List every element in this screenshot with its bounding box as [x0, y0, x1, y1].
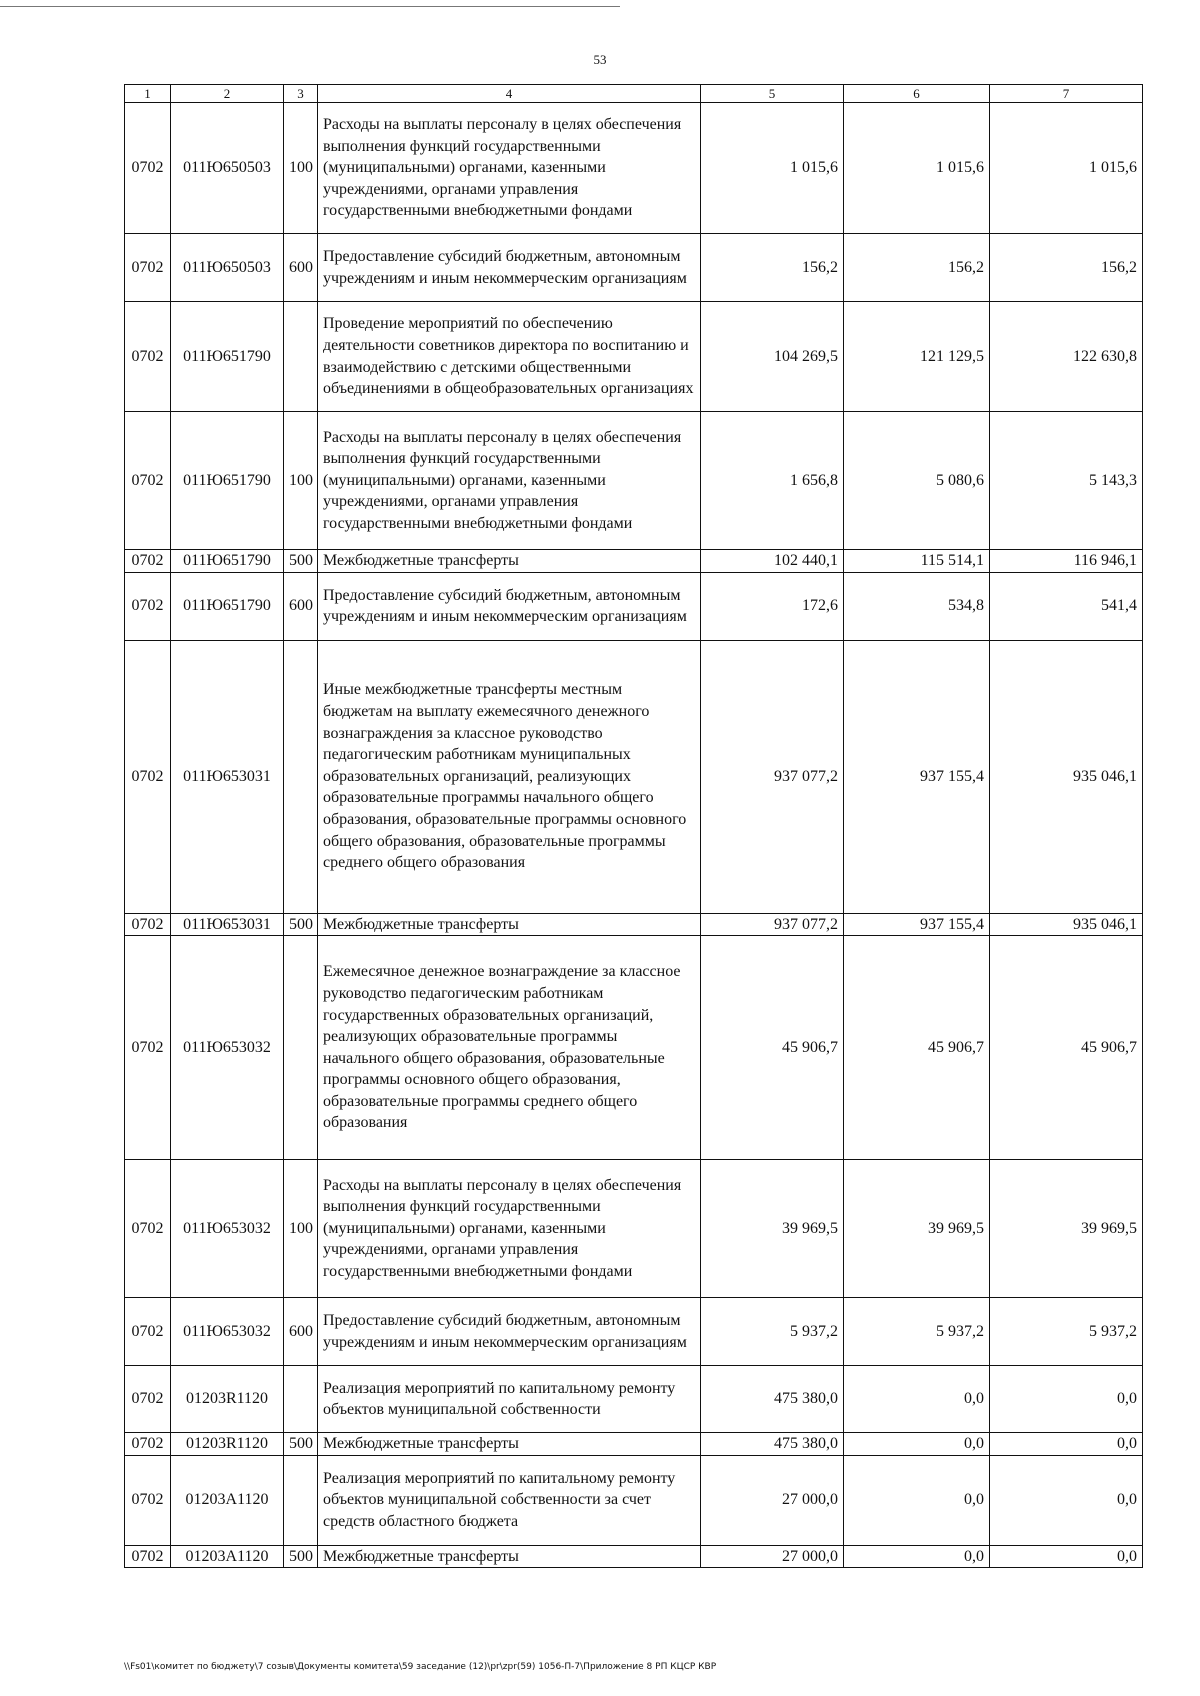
amount-year-2: 156,2 — [844, 234, 990, 302]
target-article-code: 011Ю653031 — [171, 640, 284, 913]
target-article-code: 011Ю651790 — [171, 550, 284, 573]
amount-year-2: 45 906,7 — [844, 936, 990, 1160]
target-article-code: 011Ю653031 — [171, 913, 284, 936]
amount-year-1: 45 906,7 — [701, 936, 844, 1160]
expense-type-code — [284, 302, 318, 412]
expense-type-code: 500 — [284, 1433, 318, 1456]
expense-name: Межбюджетные трансферты — [318, 1545, 701, 1568]
target-article-code: 011Ю653032 — [171, 936, 284, 1160]
target-article-code: 01203A1120 — [171, 1455, 284, 1545]
amount-year-3: 5 143,3 — [990, 412, 1143, 550]
section-code: 0702 — [125, 1455, 171, 1545]
section-code: 0702 — [125, 412, 171, 550]
table-row — [125, 302, 1143, 412]
amount-year-2: 5 080,6 — [844, 412, 990, 550]
col-header-2: 2 — [171, 85, 284, 103]
amount-year-2: 0,0 — [844, 1433, 990, 1456]
section-code: 0702 — [125, 640, 171, 913]
amount-year-1: 475 380,0 — [701, 1366, 844, 1433]
amount-year-2: 1 015,6 — [844, 103, 990, 234]
expense-type-code: 600 — [284, 1298, 318, 1366]
expense-name: Межбюджетные трансферты — [318, 913, 701, 936]
amount-year-2: 5 937,2 — [844, 1298, 990, 1366]
amount-year-1: 937 077,2 — [701, 640, 844, 913]
expense-name: Ежемесячное денежное вознаграждение за классное руководство педагогическим работникам государственных образовательных организаций, реализующих образовательные программы начального общего образования, образовательные программы основного общего образования, образовательные программы среднего общего образования — [318, 936, 701, 1160]
table-row — [125, 412, 1143, 550]
table-row — [125, 936, 1143, 1160]
col-header-1: 1 — [125, 85, 171, 103]
col-header-6: 6 — [844, 85, 990, 103]
section-code: 0702 — [125, 913, 171, 936]
amount-year-3: 541,4 — [990, 572, 1143, 640]
table-row — [125, 1455, 1143, 1545]
table-row — [125, 550, 1143, 573]
header-row — [125, 85, 1143, 103]
target-article-code: 01203A1120 — [171, 1545, 284, 1568]
expense-type-code — [284, 1366, 318, 1433]
target-article-code: 01203R1120 — [171, 1366, 284, 1433]
amount-year-2: 0,0 — [844, 1545, 990, 1568]
amount-year-3: 39 969,5 — [990, 1160, 1143, 1298]
expense-type-code: 500 — [284, 913, 318, 936]
target-article-code: 011Ю650503 — [171, 103, 284, 234]
amount-year-3: 1 015,6 — [990, 103, 1143, 234]
amount-year-2: 115 514,1 — [844, 550, 990, 573]
expense-name: Проведение мероприятий по обеспечению деятельности советников директора по воспитанию и взаимодействию с детскими общественными объединениями в общеобразовательных организациях — [318, 302, 701, 412]
amount-year-3: 116 946,1 — [990, 550, 1143, 573]
amount-year-3: 45 906,7 — [990, 936, 1143, 1160]
table-row — [125, 572, 1143, 640]
expense-name: Реализация мероприятий по капитальному ремонту объектов муниципальной собственности — [318, 1366, 701, 1433]
target-article-code: 011Ю651790 — [171, 572, 284, 640]
expense-name: Расходы на выплаты персоналу в целях обеспечения выполнения функций государственными (муниципальными) органами, казенными учреждениями, органами управления государственными внебюджетными фондами — [318, 1160, 701, 1298]
target-article-code: 011Ю650503 — [171, 234, 284, 302]
expense-type-code: 500 — [284, 1545, 318, 1568]
section-code: 0702 — [125, 1433, 171, 1456]
amount-year-3: 0,0 — [990, 1545, 1143, 1568]
expense-type-code: 600 — [284, 234, 318, 302]
expense-type-code: 600 — [284, 572, 318, 640]
amount-year-3: 935 046,1 — [990, 640, 1143, 913]
col-header-4: 4 — [318, 85, 701, 103]
expense-type-code — [284, 936, 318, 1160]
amount-year-3: 935 046,1 — [990, 913, 1143, 936]
target-article-code: 011Ю651790 — [171, 412, 284, 550]
expense-name: Предоставление субсидий бюджетным, автономным учреждениям и иным некоммерческим организациям — [318, 572, 701, 640]
table-row — [125, 234, 1143, 302]
col-header-7: 7 — [990, 85, 1143, 103]
table-row — [125, 1298, 1143, 1366]
amount-year-1: 156,2 — [701, 234, 844, 302]
amount-year-1: 5 937,2 — [701, 1298, 844, 1366]
amount-year-1: 39 969,5 — [701, 1160, 844, 1298]
expense-type-code: 100 — [284, 103, 318, 234]
table-row — [125, 1160, 1143, 1298]
amount-year-2: 534,8 — [844, 572, 990, 640]
expense-name: Предоставление субсидий бюджетным, автономным учреждениям и иным некоммерческим организациям — [318, 1298, 701, 1366]
expense-name: Предоставление субсидий бюджетным, автономным учреждениям и иным некоммерческим организациям — [318, 234, 701, 302]
target-article-code: 011Ю651790 — [171, 302, 284, 412]
amount-year-1: 27 000,0 — [701, 1455, 844, 1545]
target-article-code: 011Ю653032 — [171, 1160, 284, 1298]
page-number: 53 — [593, 52, 607, 67]
table-row — [125, 913, 1143, 936]
amount-year-2: 937 155,4 — [844, 640, 990, 913]
expense-name: Расходы на выплаты персоналу в целях обеспечения выполнения функций государственными (муниципальными) органами, казенными учреждениями, органами управления государственными внебюджетными фондами — [318, 103, 701, 234]
section-code: 0702 — [125, 103, 171, 234]
expense-type-code — [284, 640, 318, 913]
amount-year-3: 0,0 — [990, 1433, 1143, 1456]
col-header-5: 5 — [701, 85, 844, 103]
section-code: 0702 — [125, 572, 171, 640]
amount-year-2: 0,0 — [844, 1366, 990, 1433]
amount-year-3: 122 630,8 — [990, 302, 1143, 412]
amount-year-1: 27 000,0 — [701, 1545, 844, 1568]
expense-type-code — [284, 1455, 318, 1545]
section-code: 0702 — [125, 1160, 171, 1298]
target-article-code: 011Ю653032 — [171, 1298, 284, 1366]
expense-name: Иные межбюджетные трансферты местным бюджетам на выплату ежемесячного денежного вознаграждения за классное руководство педагогическим работникам муниципальных образовательных организаций, реализующих образовательные программы начального общего образования, образовательные программы основного общего образования, образовательные программы среднего общего образования — [318, 640, 701, 913]
amount-year-1: 172,6 — [701, 572, 844, 640]
table-row — [125, 1433, 1143, 1456]
table-row — [125, 1545, 1143, 1568]
amount-year-3: 0,0 — [990, 1366, 1143, 1433]
file-path-footer: \\Fs01\комитет по бюджету\7 созыв\Документы комитета\59 заседание (12)\pr\zpr(59) 1056-П-7\Приложение 8 РП КЦСР КВР — [124, 1662, 717, 1672]
table-row — [125, 1366, 1143, 1433]
expense-type-code: 500 — [284, 550, 318, 573]
section-code: 0702 — [125, 936, 171, 1160]
amount-year-2: 39 969,5 — [844, 1160, 990, 1298]
col-header-3: 3 — [284, 85, 318, 103]
section-code: 0702 — [125, 234, 171, 302]
top-rule — [0, 6, 620, 7]
amount-year-1: 1 015,6 — [701, 103, 844, 234]
amount-year-1: 102 440,1 — [701, 550, 844, 573]
budget-table — [124, 84, 1143, 1568]
section-code: 0702 — [125, 550, 171, 573]
expense-name: Межбюджетные трансферты — [318, 1433, 701, 1456]
amount-year-2: 937 155,4 — [844, 913, 990, 936]
amount-year-1: 937 077,2 — [701, 913, 844, 936]
expense-name: Расходы на выплаты персоналу в целях обеспечения выполнения функций государственными (муниципальными) органами, казенными учреждениями, органами управления государственными внебюджетными фондами — [318, 412, 701, 550]
target-article-code: 01203R1120 — [171, 1433, 284, 1456]
amount-year-1: 104 269,5 — [701, 302, 844, 412]
table-row — [125, 640, 1143, 913]
expense-name: Реализация мероприятий по капитальному ремонту объектов муниципальной собственности за счет средств областного бюджета — [318, 1455, 701, 1545]
section-code: 0702 — [125, 1545, 171, 1568]
amount-year-2: 121 129,5 — [844, 302, 990, 412]
amount-year-1: 1 656,8 — [701, 412, 844, 550]
expense-name: Межбюджетные трансферты — [318, 550, 701, 573]
expense-type-code: 100 — [284, 1160, 318, 1298]
section-code: 0702 — [125, 1366, 171, 1433]
amount-year-3: 156,2 — [990, 234, 1143, 302]
expense-type-code: 100 — [284, 412, 318, 550]
section-code: 0702 — [125, 1298, 171, 1366]
amount-year-3: 0,0 — [990, 1455, 1143, 1545]
table-row — [125, 103, 1143, 234]
section-code: 0702 — [125, 302, 171, 412]
amount-year-2: 0,0 — [844, 1455, 990, 1545]
amount-year-1: 475 380,0 — [701, 1433, 844, 1456]
amount-year-3: 5 937,2 — [990, 1298, 1143, 1366]
